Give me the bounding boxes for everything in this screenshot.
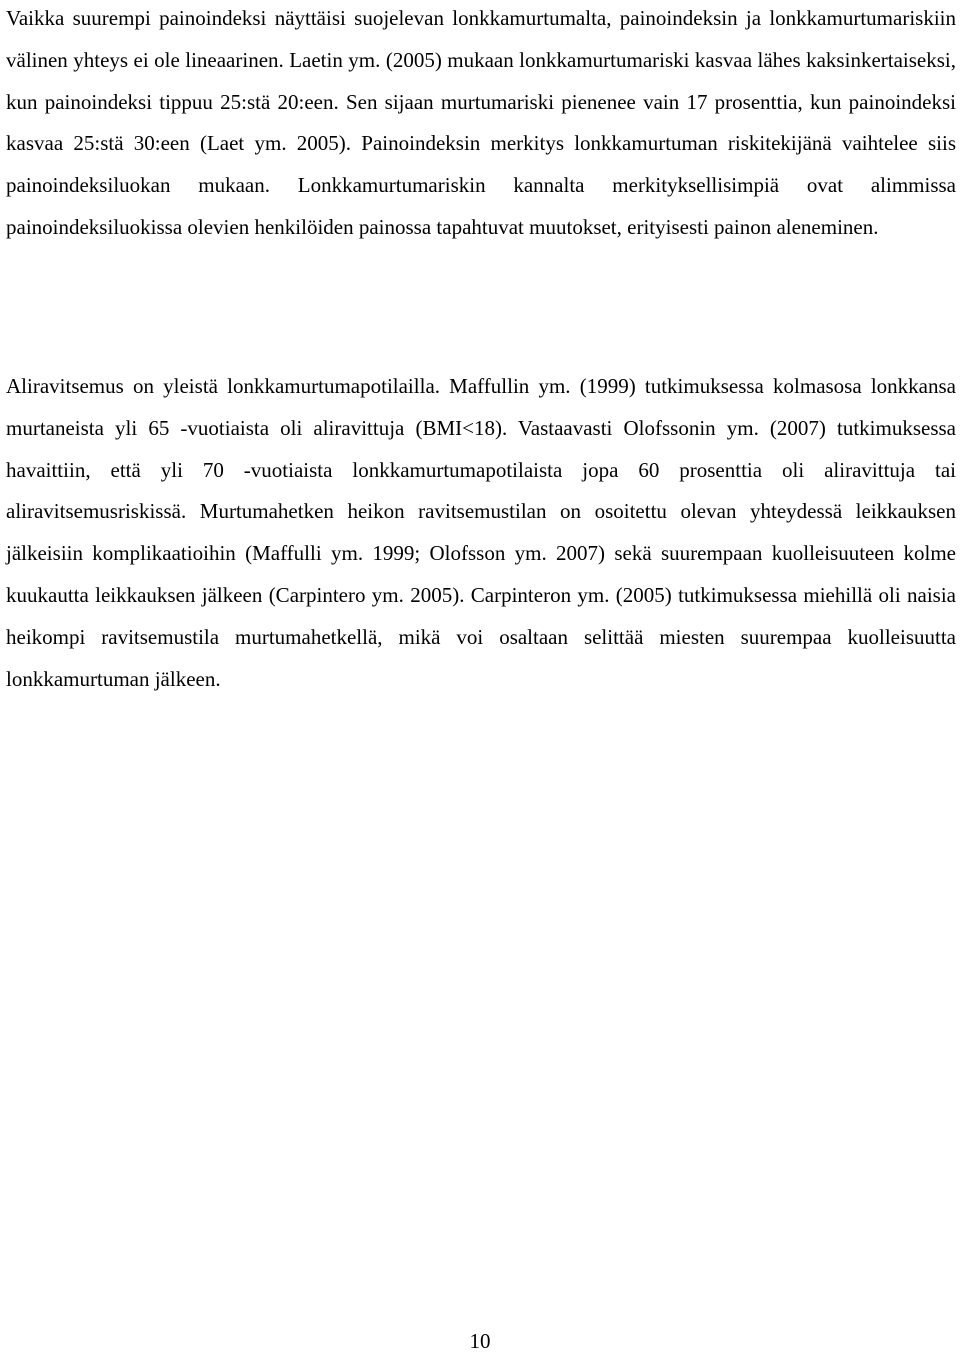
page-number: 10 <box>469 1329 491 1353</box>
body-paragraph-1: Vaikka suurempi painoindeksi näyttäisi suojelevan lonkkamurtumalta, painoindeksin ja lonkkamurtumariskiin välinen yhteys ei ole lineaarinen. Laetin ym. (2005) mukaan lonkkamurtumariski kasvaa lähes kaksinkertaiseksi, kun painoindeksi tippuu 25:stä 20:een. Sen sijaan murtumariski pienenee vain 17 prosenttia, kun painoindeksi kasvaa 25:stä 30:een (Laet ym. 2005). Painoindeksin merkitys lonkkamurtuman riskitekijänä vaihtelee siis painoindeksiluokan mukaan. Lonkkamurtumariskin kannalta merkityksellisimpiä ovat alimmissa painoindeksiluokissa olevien henkilöiden painossa tapahtuvat muutokset, erityisesti painon aleneminen. <box>6 6 956 239</box>
body-paragraph-2: Aliravitsemus on yleistä lonkkamurtumapotilailla. Maffullin ym. (1999) tutkimuksessa kolmasosa lonkkansa murtaneista yli 65 -vuotiaista oli aliravittuja (BMI<18). Vastaavasti Olofssonin ym. (2007) tutkimuksessa havaittiin, että yli 70 -vuotiaista lonkkamurtumapotilaista jopa 60 prosenttia oli aliravittuja tai aliravitsemusriskissä. Murtumahetken heikon ravitsemustilan on osoitettu olevan yhteydessä leikkauksen jälkeisiin komplikaatioihin (Maffulli ym. 1999; Olofsson ym. 2007) sekä suurempaan kuolleisuuteen kolme kuukautta leikkauksen jälkeen (Carpintero ym. 2005). Carpinteron ym. (2005) tutkimuksessa miehillä oli naisia heikompi ravitsemustila murtumahetkellä, mikä voi osaltaan selittää miesten suurempaa kuolleisuutta lonkkamurtuman jälkeen. <box>6 374 956 691</box>
